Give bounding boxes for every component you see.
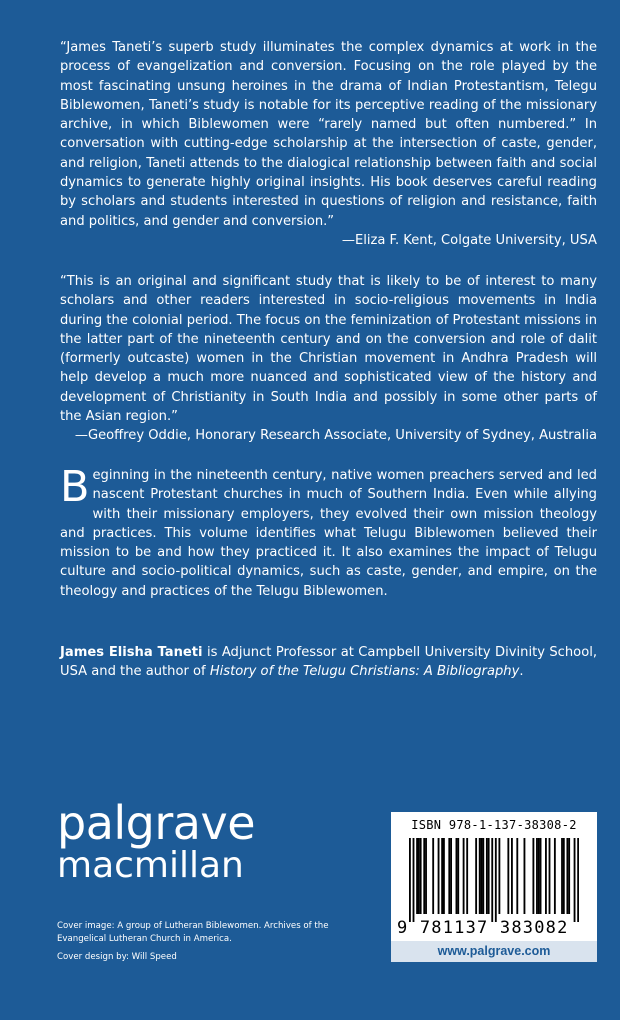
barcode-bar (568, 838, 570, 914)
publisher-logo (57, 796, 255, 886)
barcode-bar (488, 838, 490, 914)
cover-image-credit: Cover image: A group of Lutheran Biblewomen. Archives of the Evangelical Lutheran Church in America. (57, 921, 329, 944)
barcode-bar (549, 838, 551, 914)
quote-2-attribution: —Geoffrey Oddie, Honorary Research Associate, University of Sydney, Australia (74, 428, 597, 444)
publisher-url: www.palgrave.com (391, 941, 597, 962)
endorsement-quote-1 (60, 38, 597, 250)
barcode-bar (425, 838, 427, 914)
barcode-bar (475, 838, 477, 914)
barcode-bar (409, 838, 411, 922)
barcode-bar (420, 838, 422, 914)
barcode-bar (554, 838, 556, 914)
barcode-bar (538, 838, 540, 914)
cover-design-credit: Cover design by: Will Speed (57, 952, 177, 962)
barcode-bar (443, 838, 445, 914)
barcode-digits: 9 781137 383082 (397, 918, 569, 938)
barcode-bar (516, 838, 518, 914)
barcode-bar (545, 838, 547, 914)
isbn-barcode (391, 812, 597, 941)
barcode-bar (524, 838, 526, 914)
author-bio-end: . (519, 664, 524, 680)
barcode-bar (466, 838, 468, 914)
barcode-bar (450, 838, 452, 914)
author-bio (60, 643, 597, 682)
description-text: eginning in the nineteenth century, native women preachers served and led nascent Protestant churches in much of Southern India. Even while allying with their missionary employers, they evolved their own mission theology and practices. This volume identifies what Telugu Biblewomen believed their mission to be and how they practiced it. It also examines the impact of Telugu culture and socio-political dynamics, such as caste, gender, and empire, on the theology and practices of the Telugu Biblewomen. (60, 468, 597, 599)
barcode-bar (495, 838, 497, 922)
barcode-bar (423, 838, 425, 914)
barcode-bar (511, 838, 513, 914)
drop-cap: B (60, 462, 90, 512)
barcode-bar (448, 838, 450, 914)
barcode-bar (479, 838, 481, 914)
quote-1-text: “James Taneti’s superb study illuminates the complex dynamics at work in the process of evangelization and conversion. Focusing on the role played by the most fascinating unsung heroines in the drama of Indian Protestantism, Telegu Biblewomen, Taneti’s study is notable for its perceptive reading of the missionary archive, in which Biblewomen were “rarely named but often numbered.” In conversation with cutting-edge scholarship at the intersection of caste, gender, and religion, Taneti attends to the dialogical relationship between faith and social dynamics to generate highly original insights. His book deserves careful reading by scholars and students interested in questions of religion and resistance, faith and politics, and gender and conversion.” (60, 40, 597, 229)
barcode-bar (482, 838, 484, 914)
barcode-bar (432, 838, 434, 914)
endorsement-quote-2 (60, 272, 597, 446)
barcode-bar (463, 838, 465, 914)
book-description (60, 462, 597, 601)
barcode-bar (507, 838, 509, 914)
barcode-bar (563, 838, 565, 914)
barcode-bar (441, 838, 443, 914)
barcode-bar (498, 838, 500, 914)
quote-2-text: “This is an original and significant study that is likely to be of interest to many scholars and other readers interested in socio-religious movements in India during the colonial period. The focus on the feminization of Protestant missions in the latter part of the nineteenth century and on the conversion and role of dalit (formerly outcaste) women in the Christian movement in Andhra Pradesh will help develop a much more nuanced and sophisticated view of the history and development of Christianity in South India and possibly in some other parts of the Asian region.” (60, 274, 597, 425)
cover-credits (57, 920, 357, 964)
barcode-bar (532, 838, 534, 914)
barcode-bar (418, 838, 420, 914)
author-name: James Elisha Taneti (60, 645, 203, 660)
barcode-bar (457, 838, 459, 914)
barcode-bar (566, 838, 568, 914)
publisher-logo-line-1: palgrave (57, 796, 255, 850)
author-book-title: History of the Telugu Christians: A Bibliography (209, 664, 520, 680)
barcode-bar (413, 838, 415, 922)
barcode-bar (491, 838, 493, 922)
barcode-bar (536, 838, 538, 914)
quote-1-attribution: —Eliza F. Kent, Colgate University, USA (341, 232, 597, 248)
barcode-bar (486, 838, 488, 914)
barcode-bar (456, 838, 458, 914)
barcode-bars-icon (409, 838, 579, 922)
barcode-bar (540, 838, 542, 914)
barcode-bar (577, 838, 579, 922)
author-bio-text: is Adjunct Professor at Campbell University Divinity School, USA and the author of (60, 645, 598, 680)
barcode-bar (438, 838, 440, 914)
isbn-number: ISBN 978-1-137-38308-2 (411, 818, 577, 832)
publisher-logo-line-2: macmillan (57, 845, 244, 886)
barcode-bar (561, 838, 563, 914)
barcode-bar (416, 838, 418, 914)
barcode-bar (574, 838, 576, 922)
barcode-bar (481, 838, 483, 914)
